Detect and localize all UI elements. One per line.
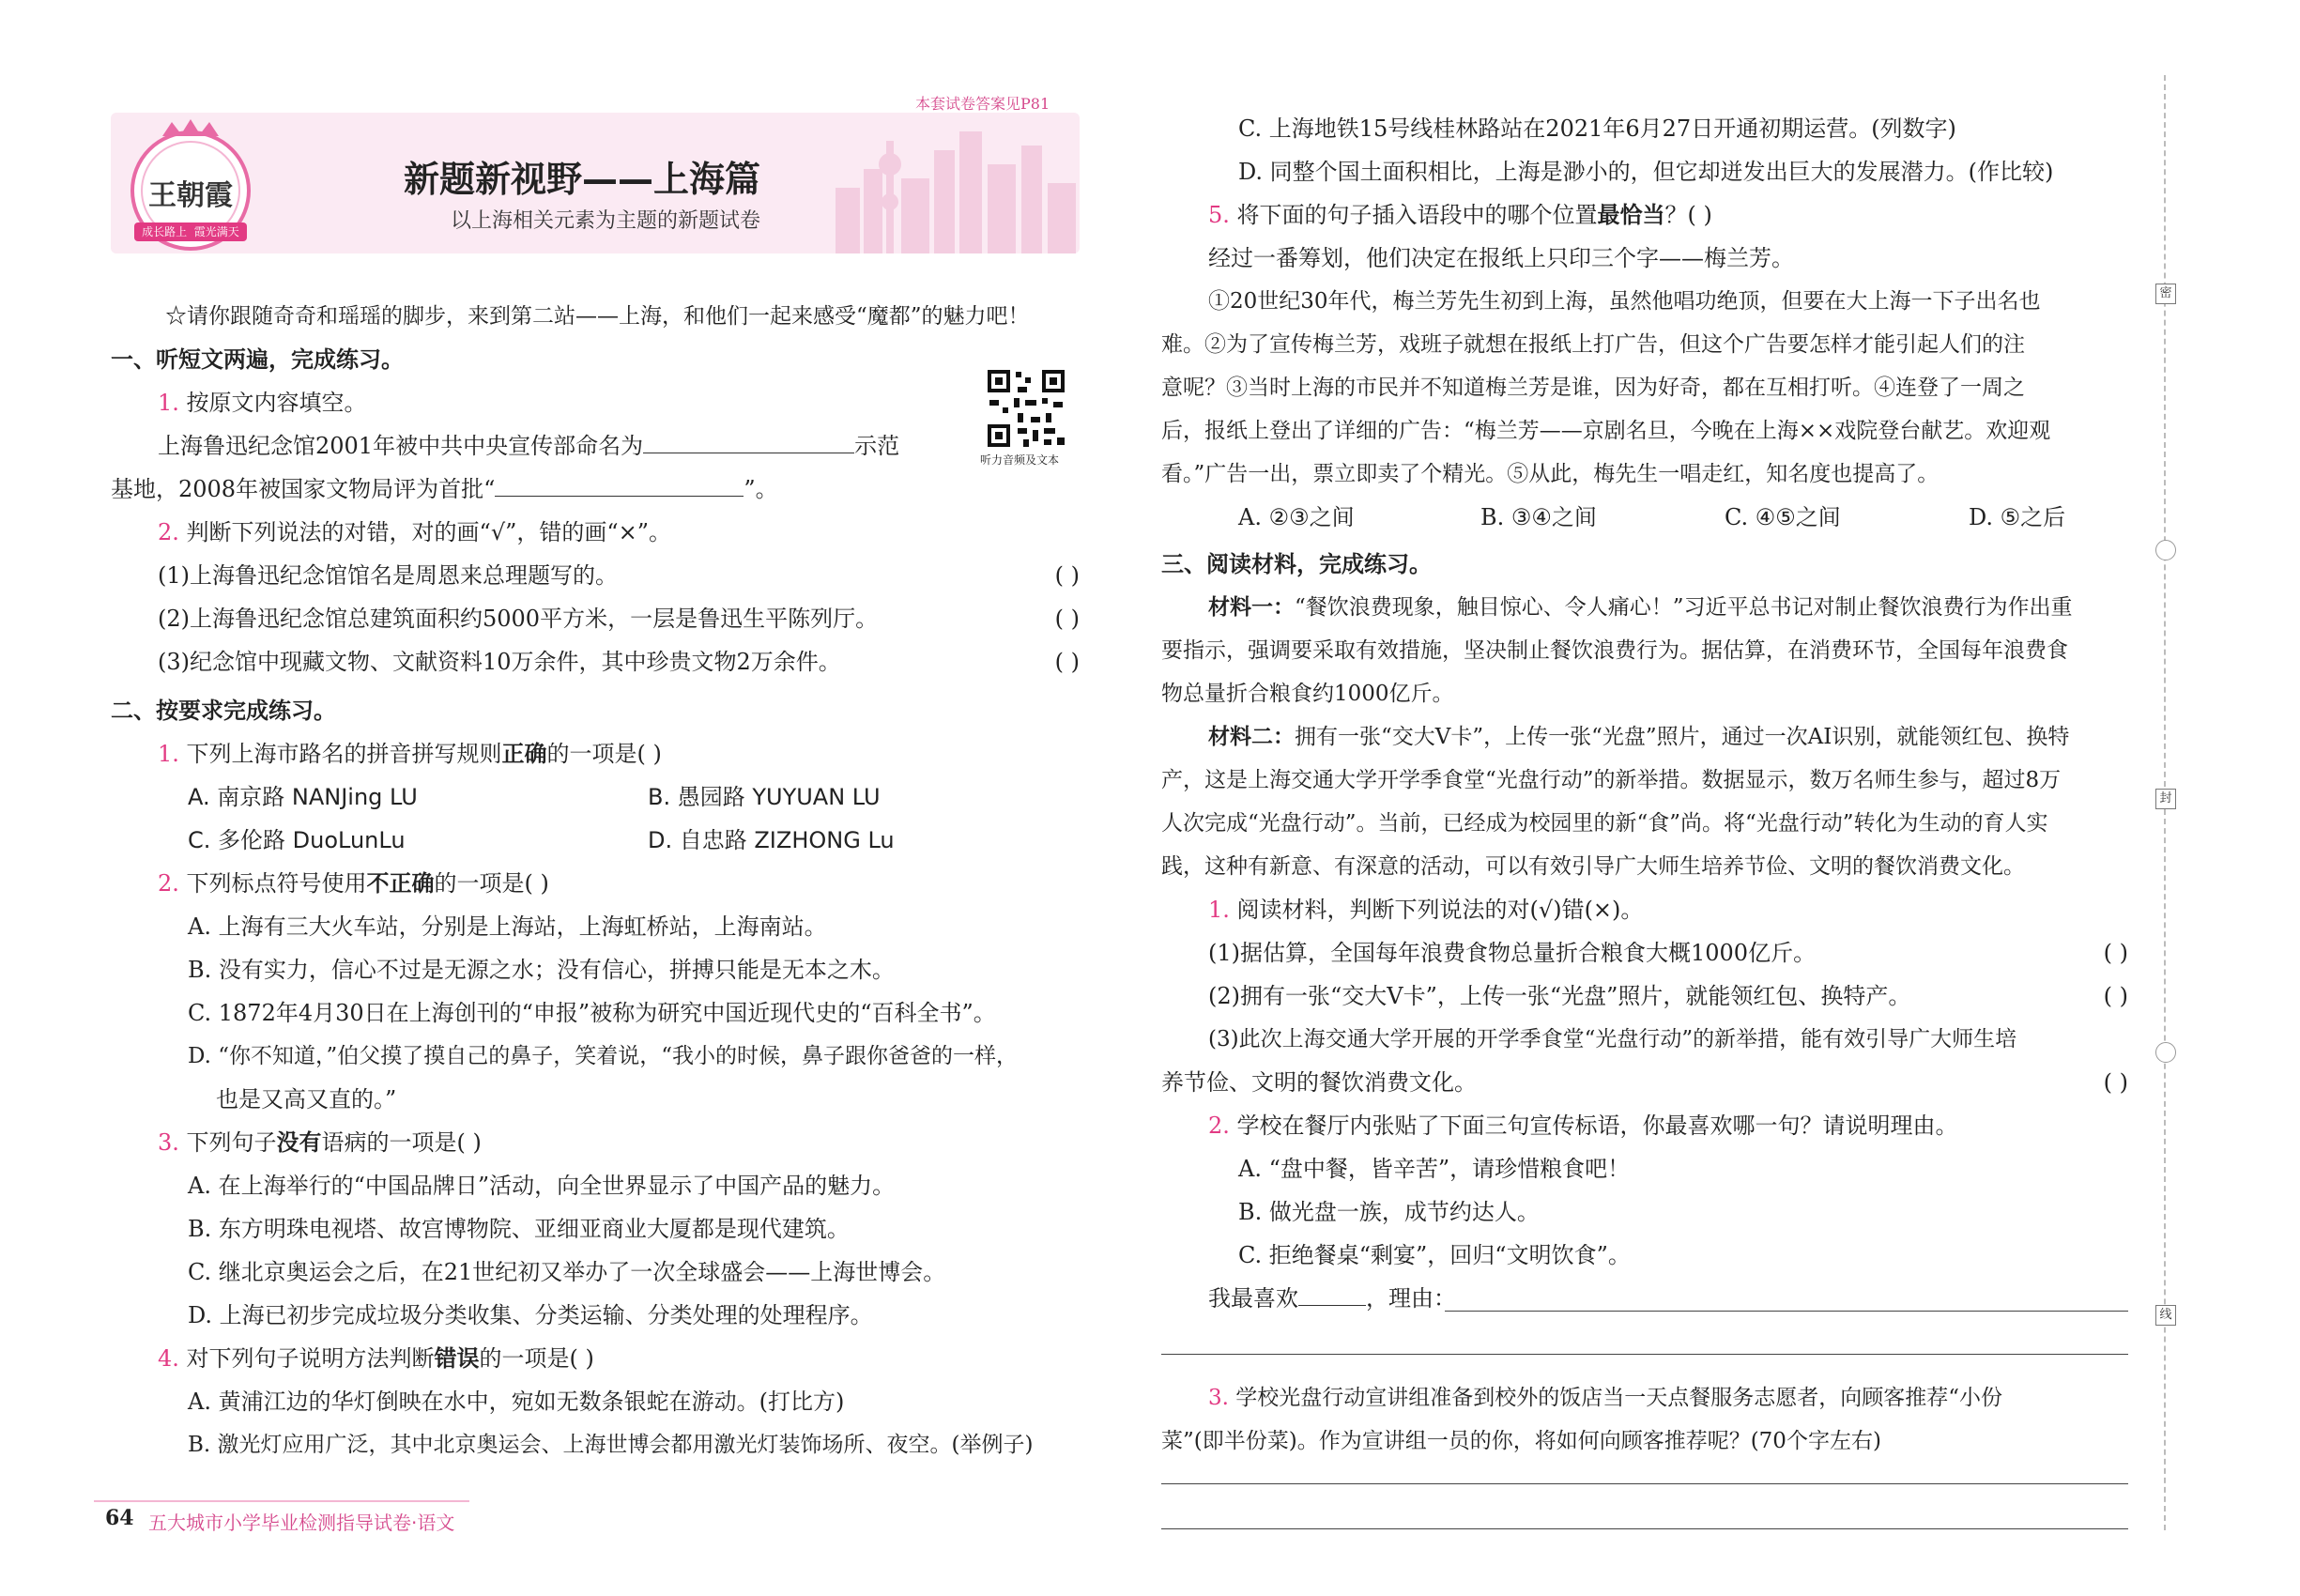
page-title: 新题新视野——上海篇 xyxy=(404,159,761,200)
page-subtitle: 以上海相关元素为主题的新题试卷 xyxy=(451,209,761,233)
s3-q2-opt-b[interactable]: B. 做光盘一族，成节约达人。 xyxy=(1238,1199,1540,1225)
s2-q5-passage-2: 难。②为了宣传梅兰芳，戏班子就想在报纸上打广告，但这个广告要怎样才能引起人们的注 xyxy=(1161,332,2025,357)
s3-q2-opt-c[interactable]: C. 拒绝餐桌“剩宴”，回归“文明饮食”。 xyxy=(1238,1242,1631,1268)
material-1-line-3: 物总量折合粮食约1000亿斤。 xyxy=(1161,682,1454,706)
answer-line[interactable] xyxy=(1161,1483,2128,1484)
page-number: 64 xyxy=(105,1506,134,1530)
s1-q2-item-3: (3)纪念馆中现藏文物、文献资料10万余件，其中珍贵文物2万余件。 ( ) xyxy=(158,646,1080,678)
s2-q3-opt-a[interactable]: A. 在上海举行的“中国品牌日”活动，向全世界显示了中国产品的魅力。 xyxy=(188,1173,896,1199)
section-1-title: 一、听短文两遍，完成练习。 xyxy=(111,346,404,373)
s1-q2-item-1: (1)上海鲁迅纪念馆馆名是周恩来总理题写的。 ( ) xyxy=(158,560,1080,591)
binding-mark: 线 xyxy=(2155,1305,2176,1326)
material-2-line-1: 材料二：拥有一张“交大V卡”，上传一张“光盘”照片，通过一次AI识别，就能领红包、换特 xyxy=(1208,725,2070,749)
answer-paren[interactable]: ( ) xyxy=(2103,1069,2128,1096)
favorite-blank[interactable] xyxy=(1298,1284,1366,1306)
fill-blank-2[interactable] xyxy=(495,475,744,497)
material-1-line-1: 材料一：“餐饮浪费现象，触目惊心、令人痛心！”习近平总书记对制止餐饮浪费行为作出重 xyxy=(1208,595,2073,620)
s3-q2-opt-a[interactable]: A. “盘中餐，皆辛苦”，请珍惜粮食吧！ xyxy=(1238,1156,1631,1182)
s3-q1-item-2: (2)拥有一张“交大V卡”，上传一张“光盘”照片，就能领红包、换特产。 ( ) xyxy=(1208,980,2128,1012)
binding-hole xyxy=(2155,1042,2176,1063)
s2-q1-opt-c[interactable]: C. 多伦路 DuoLunLu xyxy=(188,827,406,853)
s2-q5-passage-3: 意呢？③当时上海的市民并不知道梅兰芳是谁，因为好奇，都在互相打听。④连登了一周之 xyxy=(1161,376,2025,400)
answer-line[interactable] xyxy=(1161,1354,2128,1355)
s2-q4-opt-b[interactable]: B. 激光灯应用广泛，其中北京奥运会、上海世博会都用激光灯装饰场所、夜空。(举例子) xyxy=(188,1433,1034,1457)
logo-name: 王朝霞 xyxy=(148,179,233,212)
s2-q2: 2. 下列标点符号使用不正确的一项是( ) xyxy=(158,870,549,897)
s2-q5-sentence: 经过一番筹划，他们决定在报纸上只印三个字——梅兰芳。 xyxy=(1208,245,1794,271)
s2-q4-opt-a[interactable]: A. 黄浦江边的华灯倒映在水中，宛如无数条银蛇在游动。(打比方) xyxy=(188,1389,845,1415)
material-2-line-2: 产，这是上海交通大学开学季食堂“光盘行动”的新举措。数据显示，数万名师生参与，超过8万 xyxy=(1161,768,2062,792)
material-2-line-4: 践，这种有新意、有深意的活动，可以有效引导广大师生培养节俭、文明的餐饮消费文化。 xyxy=(1161,854,2025,879)
s2-q5-passage-5: 看。”广告一出，票立即卖了个精光。⑤从此，梅先生一唱走红，知名度也提高了。 xyxy=(1161,462,1940,486)
reason-line[interactable] xyxy=(1445,1311,2128,1312)
s2-q3: 3. 下列句子没有语病的一项是( ) xyxy=(158,1129,482,1156)
s2-q5-opt-c[interactable]: C. ④⑤之间 xyxy=(1725,504,1841,530)
answer-paren[interactable]: ( ) xyxy=(1054,606,1080,632)
s2-q4: 4. 对下列句子说明方法判断错误的一项是( ) xyxy=(158,1345,594,1372)
s2-q5-passage-1: ①20世纪30年代，梅兰芳先生初到上海，虽然他唱功绝顶，但要在大上海一下子出名也 xyxy=(1208,289,2041,314)
s2-q3-opt-c[interactable]: C. 继北京奥运会之后，在21世纪初又举办了一次全球盛会——上海世博会。 xyxy=(188,1259,946,1285)
s1-q1: 1. 按原文内容填空。 xyxy=(158,390,367,416)
s3-q1-item-3-cont: 养节俭、文明的餐饮消费文化。 ( ) xyxy=(1161,1067,2128,1098)
s3-q2-fill: 我最喜欢 ，理由： xyxy=(1208,1285,1456,1312)
s2-q2-opt-c[interactable]: C. 1872年4月30日在上海创刊的“申报”被称为研究中国近现代史的“百科全书”。 xyxy=(188,1000,996,1026)
material-1-line-2: 要指示，强调要采取有效措施，坚决制止餐饮浪费行为。据估算，在消费环节，全国每年浪费食 xyxy=(1161,638,2068,663)
logo xyxy=(120,117,261,258)
s2-q1: 1. 下列上海市路名的拼音拼写规则正确的一项是( ) xyxy=(158,741,662,767)
s2-q5-opt-a[interactable]: A. ②③之间 xyxy=(1238,504,1355,530)
s2-q5-passage-4: 后，报纸上登出了详细的广告：“梅兰芳——京剧名旦，今晚在上海××戏院登台献艺。欢迎观 xyxy=(1161,419,2051,443)
qr-caption: 听力音频及文本 xyxy=(980,453,1060,467)
s2-q2-opt-a[interactable]: A. 上海有三大火车站，分别是上海站，上海虹桥站，上海南站。 xyxy=(188,913,827,940)
s2-q3-opt-d[interactable]: D. 上海已初步完成垃圾分类收集、分类运输、分类处理的处理程序。 xyxy=(188,1302,873,1328)
s2-q4-opt-c[interactable]: C. 上海地铁15号线桂林路站在2021年6月27日开通初期运营。(列数字) xyxy=(1238,115,1956,142)
s1-q1-line2: 基地，2008年被国家文物局评为首批“ ”。 xyxy=(111,476,778,502)
s2-q3-opt-b[interactable]: B. 东方明珠电视塔、故宫博物院、亚细亚商业大厦都是现代建筑。 xyxy=(188,1216,850,1242)
s3-q3-cont: 菜”(即半份菜)。作为宣讲组一员的你，将如何向顾客推荐呢？(70个字左右) xyxy=(1161,1429,1881,1453)
s3-q2: 2. 学校在餐厅内张贴了下面三句宣传标语，你最喜欢哪一句？请说明理由。 xyxy=(1208,1113,1958,1139)
s2-q4-opt-d[interactable]: D. 同整个国土面积相比，上海是渺小的，但它却迸发出巨大的发展潜力。(作比较) xyxy=(1238,159,2054,185)
s2-q2-opt-b[interactable]: B. 没有实力，信心不过是无源之水；没有信心，拼搏只能是无本之木。 xyxy=(188,957,895,983)
skyline-graphic xyxy=(826,113,1080,253)
answer-paren[interactable]: ( ) xyxy=(1054,562,1080,589)
book-title: 五大城市小学毕业检测指导试卷·语文 xyxy=(148,1512,455,1534)
s1-q2: 2. 判断下列说法的对错，对的画“√”，错的画“×”。 xyxy=(158,519,672,545)
s3-q3: 3. 学校光盘行动宣讲组准备到校外的饭店当一天点餐服务志愿者，向顾客推荐“小份 xyxy=(1208,1386,2003,1410)
answer-note: 本套试卷答案见P81 xyxy=(915,95,1050,113)
binding-mark: 封 xyxy=(2155,789,2176,809)
s2-q2-opt-d-cont: 也是又高又直的。” xyxy=(216,1086,397,1113)
s1-q2-item-2: (2)上海鲁迅纪念馆总建筑面积约5000平方米，一层是鲁迅生平陈列厅。 ( ) xyxy=(158,603,1080,635)
fill-blank-1[interactable] xyxy=(643,432,854,453)
answer-line[interactable] xyxy=(1161,1528,2128,1529)
s2-q5-opt-b[interactable]: B. ③④之间 xyxy=(1480,504,1597,530)
s2-q5-opt-d[interactable]: D. ⑤之后 xyxy=(1969,504,2066,530)
s3-q1: 1. 阅读材料，判断下列说法的对(√)错(×)。 xyxy=(1208,897,1644,923)
section-2-title: 二、按要求完成练习。 xyxy=(111,698,336,724)
logo-ribbon: 成长路上 霞光满天 xyxy=(142,225,239,238)
material-2-line-3: 人次完成“光盘行动”。当前，已经成为校园里的新“食”尚。将“光盘行动”转化为生动的育人实 xyxy=(1161,811,2048,836)
intro-text: ☆请你跟随奇奇和瑶瑶的脚步，来到第二站——上海，和他们一起来感受“魔都”的魅力吧！ xyxy=(165,304,1030,329)
section-3-title: 三、阅读材料，完成练习。 xyxy=(1161,551,1432,577)
answer-paren[interactable]: ( ) xyxy=(1054,649,1080,675)
s2-q1-opt-a[interactable]: A. 南京路 NANJing LU xyxy=(188,784,418,810)
s2-q1-opt-d[interactable]: D. 自忠路 ZIZHONG Lu xyxy=(648,827,895,853)
s3-q1-item-3: (3)此次上海交通大学开展的开学季食堂“光盘行动”的新举措，能有效引导广大师生培 xyxy=(1208,1027,2017,1051)
s2-q5: 5. 将下面的句子插入语段中的哪个位置最恰当？( ) xyxy=(1208,202,1712,228)
s3-q1-item-1: (1)据估算，全国每年浪费食物总量折合粮食大概1000亿斤。 ( ) xyxy=(1208,937,2128,969)
s2-q2-opt-d[interactable]: D. “你不知道，”伯父摸了摸自己的鼻子，笑着说，“我小的时候，鼻子跟你爸爸的一样， xyxy=(188,1044,1019,1068)
s2-q1-opt-b[interactable]: B. 愚园路 YUYUAN LU xyxy=(648,784,881,810)
answer-paren[interactable]: ( ) xyxy=(2103,983,2128,1009)
answer-paren[interactable]: ( ) xyxy=(2103,940,2128,966)
s1-q1-line1: 上海鲁迅纪念馆2001年被中共中央宣传部命名为 示范 xyxy=(158,433,900,459)
binding-mark: 密 xyxy=(2155,284,2176,304)
qr-code-icon xyxy=(986,368,1066,449)
binding-hole xyxy=(2155,540,2176,560)
